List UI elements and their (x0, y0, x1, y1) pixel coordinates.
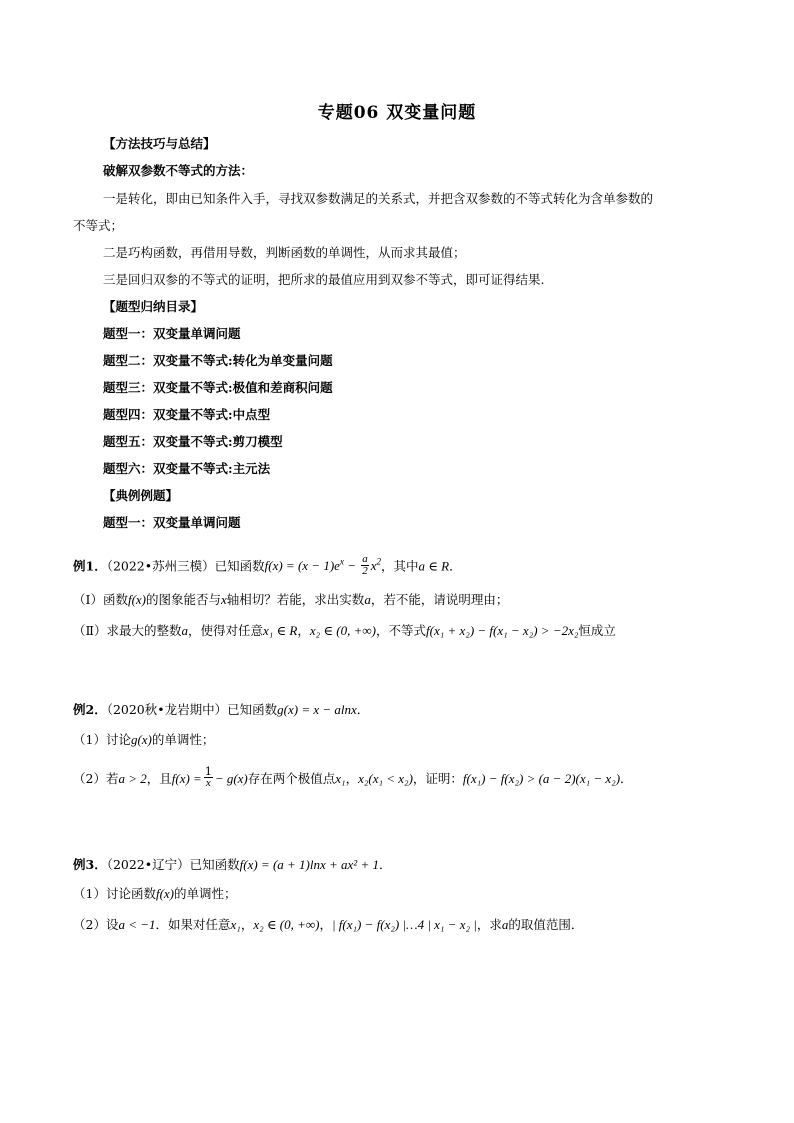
example-1-statement: 例1．（2022•苏州三模）已知函数$f(x) = (x - 1)e^x$ − $\frac{a}{2}$ $x^2$，其中a ∈ R． (73, 552, 462, 577)
examples-type-1: 题型一：双变量单调问题 (103, 515, 241, 530)
example-1-question-2: （Ⅱ）求最大的整数a，使得对任意x₁ ∈ R，x₂ ∈ (0, +∞)，不等式f(x₁ + x₂) − f(x₁ − x₂) > −2x₂恒成立 (73, 623, 616, 638)
example-2-formula: g(x) = x − alnx (277, 702, 357, 717)
example-2-fraction: $\frac{1}{x}$ (204, 765, 212, 789)
catalog-item: 题型三：双变量不等式:极值和差商积问题 (103, 380, 333, 395)
example-3-formula: f(x) = (a + 1)lnx + ax² + 1 (239, 857, 379, 872)
method-paragraph-3: 三是回归双参的不等式的证明，把所求的最值应用到双参不等式，即可证得结果. (103, 272, 545, 287)
catalog-item: 题型四：双变量不等式:中点型 (103, 407, 271, 422)
page-title: 专题06 双变量问题 (317, 103, 477, 123)
examples-header: 【典例例题】 (103, 488, 179, 503)
example-1-fraction: $\frac{a}{2}$ (362, 552, 368, 577)
example-2-question-2: （2）若a > 2，且f(x) = $\frac{1}{x}$ − g(x)存在两个极值点x₁，x₂(x₁ < x₂)，证明：f(x₁) − f(x₂) > (a − 2)(x₁ − x₂)． (73, 765, 633, 789)
example-2-statement: 例2．（2020秋•龙岩期中）已知函数g(x) = x − alnx． (73, 702, 370, 717)
example-1-source: （2022•苏州三模）已知函数 (106, 558, 265, 574)
example-2-question-1: （1）讨论g(x)的单调性； (73, 732, 215, 747)
example-2-label: 例2． (73, 702, 107, 717)
method-paragraph-1-line-2: 不等式； (73, 218, 124, 233)
example-2-source: （2020秋•龙岩期中）已知函数 (106, 702, 278, 717)
example-3-statement: 例3．（2022•辽宁）已知函数f(x) = (a + 1)lnx + ax² + 1． (73, 857, 392, 872)
method-paragraph-1-line-1: 一是转化，即由已知条件入手，寻找双参数满足的关系式，并把含双参数的不等式转化为含单参数的 (103, 191, 654, 206)
method-header: 【方法技巧与总结】 (103, 136, 216, 151)
example-3-question-2: （2）设a < −1．如果对任意x₁，x₂ ∈ (0, +∞)，| f(x₁) − f(x₂) |…4 | x₁ − x₂ |，求a的取值范围． (73, 917, 584, 932)
catalog-header: 【题型归纳目录】 (103, 299, 204, 314)
catalog-item: 题型五：双变量不等式:剪刀模型 (103, 434, 283, 449)
method-paragraph-2: 二是巧构函数，再借用导数，判断函数的单调性，从而求其最值； (103, 245, 466, 260)
example-3-question-1: （1）讨论函数f(x)的单调性； (73, 886, 237, 901)
catalog-item: 题型六：双变量不等式:主元法 (103, 461, 271, 476)
catalog-item: 题型一：双变量单调问题 (103, 326, 241, 341)
example-1-label: 例1． (73, 558, 107, 574)
method-subheader: 破解双参数不等式的方法： (103, 163, 254, 178)
example-1-condition: a ∈ R (418, 558, 450, 574)
example-3-source: （2022•辽宁）已知函数 (106, 857, 240, 872)
example-3-label: 例3． (73, 857, 107, 872)
example-1-formula: $f(x) = (x - 1)e^x$ − $\frac{a}{2}$ $x^2$ (264, 552, 381, 577)
catalog-item: 题型二：双变量不等式:转化为单变量问题 (103, 353, 333, 368)
example-1-question-1: （Ⅰ）函数f(x)的图象能否与x轴相切？若能，求出实数a，若不能，请说明理由； (73, 592, 509, 607)
